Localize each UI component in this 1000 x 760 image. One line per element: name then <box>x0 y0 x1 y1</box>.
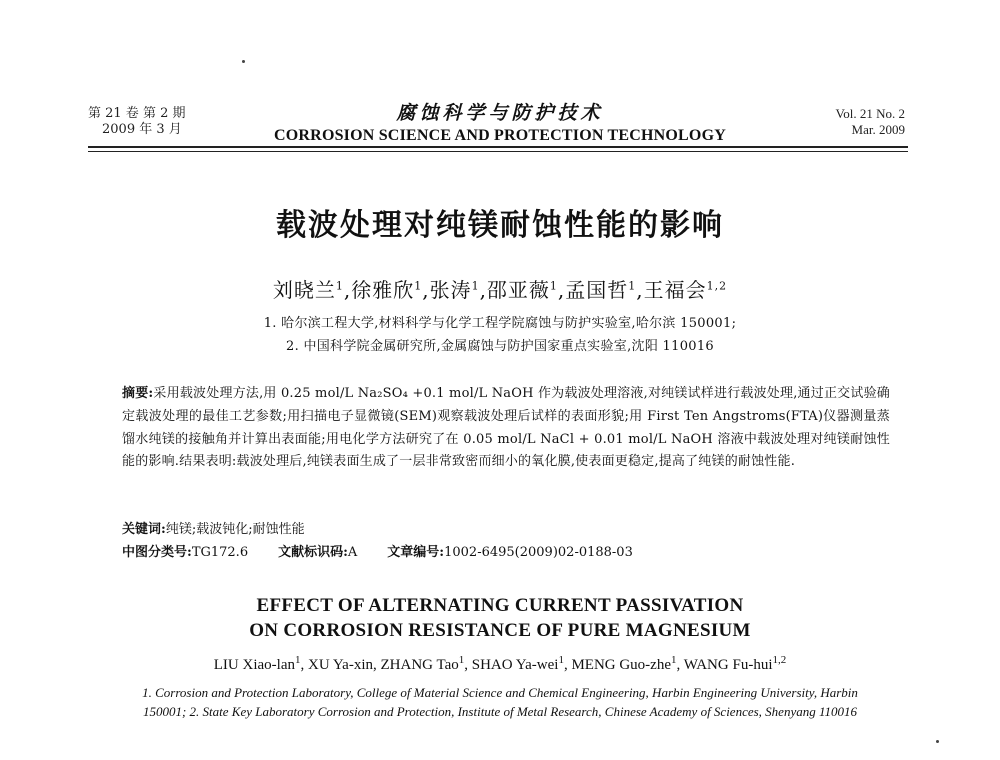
authors-cn: 刘晓兰$^1$,徐雅欣$^1$,张涛$^1$,邵亚薇$^1$,孟国哲$^1$,王福会$^{1,2}$ <box>272 278 728 302</box>
doc-code-label: 文献标识码: <box>278 545 348 560</box>
journal-title <box>240 102 760 146</box>
abstract-cn <box>122 383 890 474</box>
author-name-en: LIU Xiao-lan <box>213 657 295 673</box>
authors-en: LIU Xiao-lan$^1$, XU Ya-xin, ZHANG Tao$^1$, SHAO Ya-wei$^1$, MENG Guo-zhe$^1$, WANG Fu-hui$^{1,2}$ <box>213 654 787 673</box>
author-name: 张涛 <box>429 278 472 302</box>
keywords <box>122 518 305 537</box>
author-affil-mark: 1 <box>294 654 301 666</box>
author-name-en: WANG Fu-hui <box>683 657 773 673</box>
author-affil-mark: 1 <box>549 279 558 293</box>
scan-speck <box>936 740 939 743</box>
classification-line <box>122 541 633 560</box>
header-issue-cn <box>88 106 185 138</box>
author-name: 孟国哲 <box>565 278 629 302</box>
author-affil-mark: 1 <box>335 279 344 293</box>
affiliation-cn-2: 2. 中国科学院金属研究所,金属腐蚀与防护国家重点实验室,沈阳 110016 <box>286 339 714 354</box>
author-name: 刘晓兰 <box>272 278 336 302</box>
clc-label: 中图分类号: <box>122 545 192 560</box>
author-name: 徐雅欣 <box>351 278 415 302</box>
author-affil-mark: 1 <box>558 654 564 666</box>
article-id-value: 1002-6495(2009)02-0188-03 <box>444 545 633 560</box>
volume-cn: 第 21 卷 第 2 期 <box>88 106 186 121</box>
header-rule-thick <box>88 146 908 148</box>
affiliations-en: 1. Corrosion and Protection Laboratory, College of Material Science and Chemical Engineering, Harbin Engineering University, Harbin 150001; 2. State Key Laboratory Corrosion and Protection, Institute of Metal Research, Chinese Academy of Sciences, Shenyang 110016 <box>142 685 858 719</box>
header-issue-en <box>836 106 905 138</box>
scan-speck <box>242 60 245 63</box>
clc-value: TG172.6 <box>191 545 249 560</box>
paper-title-en-line1: EFFECT OF ALTERNATING CURRENT PASSIVATION <box>256 595 744 616</box>
author-affil-mark: 1 <box>458 654 465 666</box>
header-rule-thin <box>88 151 908 152</box>
author-name: 王福会 <box>643 278 707 302</box>
author-name: 邵亚薇 <box>486 278 550 302</box>
date-cn: 2009 年 3 月 <box>102 122 182 137</box>
affiliation-cn-1: 1. 哈尔滨工程大学,材料科学与化学工程学院腐蚀与防护实验室,哈尔滨 150001; <box>263 316 737 331</box>
author-affil-mark: 1 <box>414 279 423 293</box>
author-affil-mark: 1 <box>671 654 677 666</box>
paper-title-en-line2: ON CORROSION RESISTANCE OF PURE MAGNESIUM <box>249 620 751 641</box>
date-en: Mar. 2009 <box>851 122 905 137</box>
journal-title-cn: 腐蚀科学与防护技术 <box>396 102 604 124</box>
author-affil-mark: 1,2 <box>772 654 787 666</box>
abstract-label: 摘要: <box>122 386 154 401</box>
paper-title-en <box>0 593 1000 643</box>
abstract-text: 采用载波处理方法,用 0.25 mol/L Na₂SO₄ +0.1 mol/L NaOH 作为载波处理溶液,对纯镁试样进行载波处理,通过正交试验确定载波处理的最佳工艺参数;用扫描电子显微镜(SEM)观察载波处理后试样的表面形貌;用 First Ten Angstroms(FTA)仪器测量蒸馏水纯镁的接触角并计算出表面能;用电化学方法研究了在 0.05 mol/L NaCl + 0.01 mol/L NaOH 溶液中载波处理对纯镁耐蚀性能的影响.结果表明:载波处理后,纯镁表面生成了一层非常致密而细小的氧化膜,使表面更稳定,提高了纯镁的耐蚀性能. <box>122 386 890 470</box>
author-affil-mark: 1,2 <box>706 279 728 293</box>
article-id-label: 文章编号: <box>387 545 445 560</box>
author-affil-mark: 1 <box>471 279 480 293</box>
paper-title-cn: 载波处理对纯镁耐蚀性能的影响 <box>276 208 724 243</box>
volume-en: Vol. 21 No. 2 <box>835 106 905 121</box>
author-name-en: XU Ya-xin <box>307 657 373 673</box>
doc-code-value: A <box>347 545 358 560</box>
keywords-text: 纯镁;载波钝化;耐蚀性能 <box>165 522 305 537</box>
author-affil-mark: 1 <box>628 279 637 293</box>
author-name-en: SHAO Ya-wei <box>471 657 559 673</box>
keywords-label: 关键词: <box>122 522 166 537</box>
author-name-en: MENG Guo-zhe <box>571 657 671 673</box>
journal-title-en: CORROSION SCIENCE AND PROTECTION TECHNOLOGY <box>274 127 726 144</box>
author-name-en: ZHANG Tao <box>380 657 459 673</box>
